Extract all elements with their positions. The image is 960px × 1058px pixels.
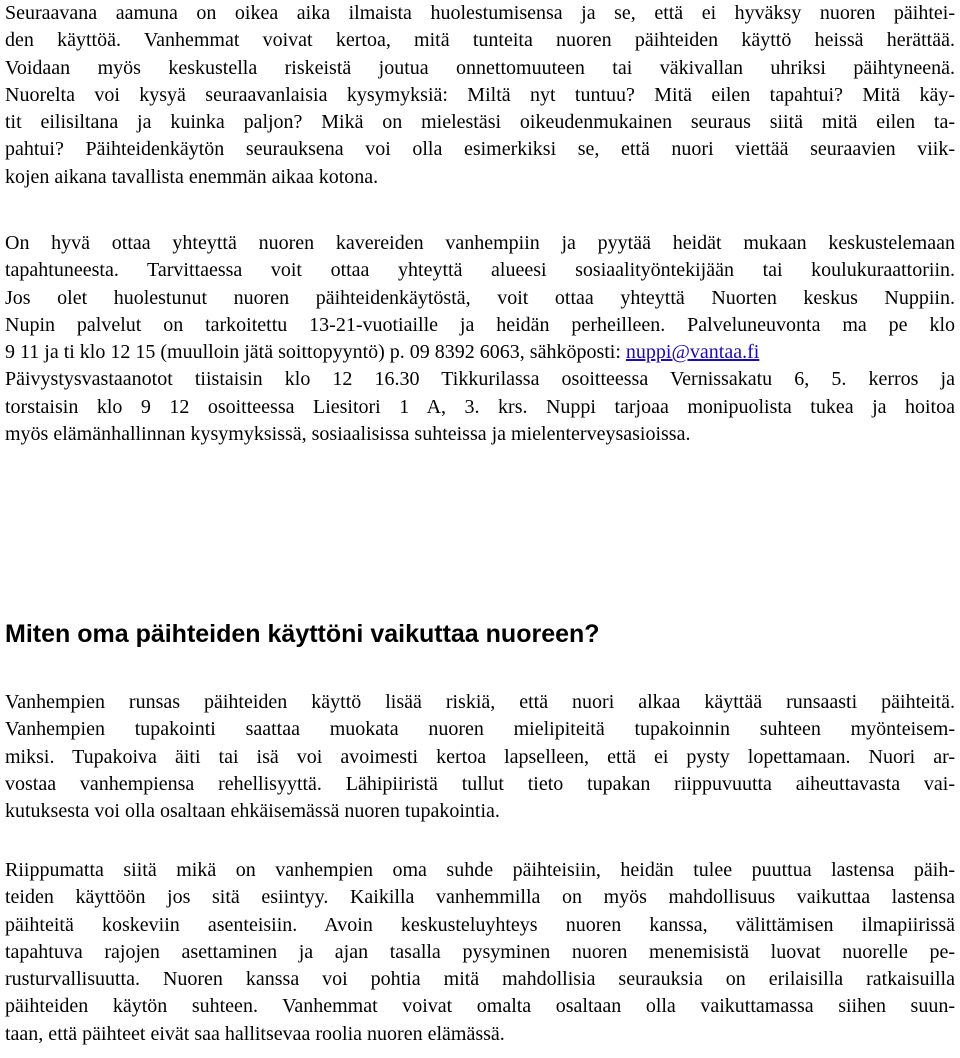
text-line: myös elämänhallinnan kysymyksissä, sosiaalisissa suhteissa ja mielenterveysasioissa. [5, 423, 691, 446]
text-line: teiden käyttöön jos sitä esiintyy. Kaikilla vanhemmilla on myös mahdollisuus vaikuttaa lastensa [5, 886, 955, 909]
text-line: Riippumatta siitä mikä on vanhempien oma suhde päihteisiin, heidän tulee puuttua lastensa päih- [5, 859, 955, 881]
text-line: Päivystysvastaanotot tiistaisin klo 12 16.30 Tikkurilassa osoitteessa Vernissakatu 6, 5. kerros ja [5, 368, 955, 391]
text-line: Jos olet huolestunut nuoren päihteidenkäytöstä, voit ottaa yhteyttä Nuorten keskus Nuppiin. [5, 286, 955, 309]
text-line: päihteitä koskeviin asenteisiin. Avoin keskusteluyhteys nuoren kanssa, välittämisen ilmapiirissä [5, 913, 955, 936]
text-line: päihteiden käytön suhteen. Vanhemmat voivat omalta osaltaan olla vaikuttamassa siihen suun- [5, 995, 955, 1018]
text-line: Nuorelta voi kysyä seuraavanlaisia kysymyksiä: Miltä nyt tuntuu? Mitä eilen tapahtui? Mitä käy- [5, 83, 955, 106]
text-line: Voidaan myös keskustella riskeistä joutua onnettomuuteen tai väkivallan uhriksi päihtyneenä. [5, 56, 955, 79]
text-line: den käyttöä. Vanhemmat voivat kertoa, mitä tunteita nuoren päihteiden käyttö heissä herättää. [5, 29, 955, 52]
text-line: torstaisin klo 9 12 osoitteessa Liesitori 1 A, 3. krs. Nuppi tarjoaa monipuolista tukea ja hoitoa [5, 395, 955, 418]
text-line: miksi. Tupakoiva äiti tai isä voi avoimesti kertoa lapselleen, että ei pysty lopettamaan. Nuori ar- [5, 745, 955, 768]
contact-line [5, 339, 955, 366]
text-line: tit eilisiltana ja kuinka paljon? Mikä on mielestäsi oikeudenmukainen seuraus siitä mitä eilen ta- [5, 111, 955, 134]
contact-line-text: 9 11 ja ti klo 12 15 (muulloin jätä soittopyyntö) p. 09 8392 6063, sähköposti: [5, 341, 626, 364]
paragraph-contact-info [5, 230, 955, 448]
text-line: kutuksesta voi olla osaltaan ehkäisemässä nuoren tupakointia. [5, 800, 500, 823]
paragraph-hangover-talk [5, 0, 955, 191]
paragraph-parent-responsibility [5, 857, 955, 1048]
section-heading: Miten oma päihteiden käyttöni vaikuttaa nuoreen? [5, 620, 600, 648]
text-line: Vanhempien runsas päihteiden käyttö lisää riskiä, että nuori alkaa käyttää runsaasti päihteitä. [5, 691, 955, 713]
text-line: Seuraavana aamuna on oikea aika ilmaista huolestumisensa ja se, että ei hyväksy nuoren päihtei- [5, 2, 955, 24]
text-line: kojen aikana tavallista enemmän aikaa kotona. [5, 165, 379, 188]
text-line: taan, että päihteet eivät saa hallitsevaa roolia nuoren elämässä. [5, 1022, 505, 1045]
email-link[interactable]: nuppi@vantaa.fi [625, 341, 760, 364]
text-line: pahtui? Päihteidenkäytön seurauksena voi olla esimerkiksi se, että nuori viettää seuraavien viik- [5, 138, 955, 161]
text-line: rusturvallisuutta. Nuoren kanssa voi pohtia mitä mahdollisia seurauksia on erilaisilla ratkaisuilla [5, 968, 955, 991]
text-line: vostaa vanhempiensa rehellisyyttä. Lähipiiristä tullut tieto tupakan riippuvuutta aiheuttavasta vai- [5, 772, 955, 795]
text-line: Vanhempien tupakointi saattaa muokata nuoren mielipiteitä tupakoinnin suhteen myönteisem- [5, 718, 955, 741]
paragraph-parent-influence [5, 689, 955, 825]
text-line: Nupin palvelut on tarkoitettu 13-21-vuotiaille ja heidän perheilleen. Palveluneuvonta ma pe klo [5, 313, 955, 336]
text-line: tapahtuneesta. Tarvittaessa voit ottaa yhteyttä alueesi sosiaalityöntekijään tai koulukuraattoriin. [5, 259, 955, 282]
text-line: tapahtuva rajojen asettaminen ja ajan tasalla pysyminen nuoren menemisistä luovat nuorelle pe- [5, 940, 955, 963]
text-line: On hyvä ottaa yhteyttä nuoren kavereiden vanhempiin ja pyytää heidät mukaan keskustelemaan [5, 232, 955, 254]
